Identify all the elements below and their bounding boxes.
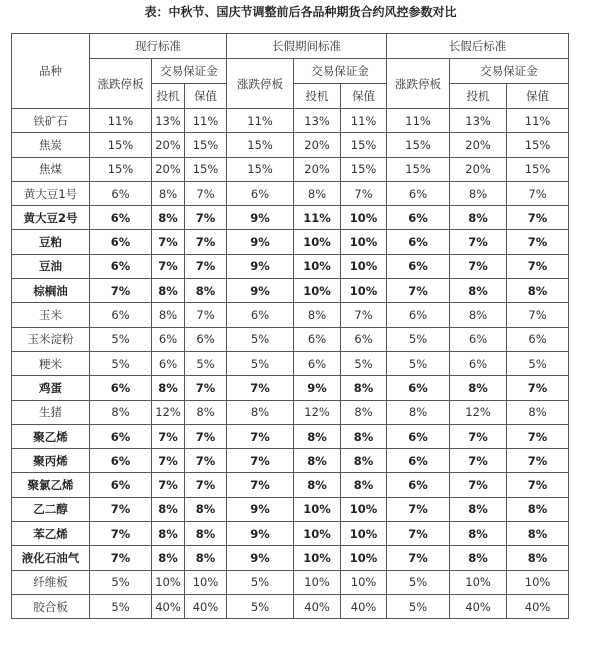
value-cell: 20%: [294, 133, 341, 157]
value-cell: 8%: [152, 376, 185, 400]
value-cell: 10%: [294, 230, 341, 254]
value-cell: 15%: [90, 157, 152, 181]
value-cell: 10%: [294, 254, 341, 278]
value-cell: 7%: [227, 424, 294, 448]
table-row: [12, 303, 569, 327]
value-cell: 20%: [294, 157, 341, 181]
value-cell: 7%: [450, 424, 507, 448]
value-cell: 6%: [294, 351, 341, 375]
table-row: [12, 473, 569, 497]
value-cell: 12%: [152, 400, 185, 424]
header-group-after: 长假后标准: [387, 34, 569, 59]
product-name-cell: 豆粕: [12, 230, 90, 254]
header-margin: 交易保证金: [294, 59, 387, 84]
value-cell: 10%: [294, 279, 341, 303]
value-cell: 15%: [507, 133, 569, 157]
value-cell: 8%: [227, 400, 294, 424]
value-cell: 10%: [341, 279, 387, 303]
product-name-cell: 焦煤: [12, 157, 90, 181]
value-cell: 40%: [341, 594, 387, 618]
header-group-holiday: 长假期间标准: [227, 34, 387, 59]
value-cell: 40%: [152, 594, 185, 618]
value-cell: 5%: [387, 351, 450, 375]
value-cell: 11%: [341, 109, 387, 133]
value-cell: 8%: [152, 522, 185, 546]
value-cell: 20%: [152, 133, 185, 157]
value-cell: 15%: [90, 133, 152, 157]
value-cell: 5%: [90, 570, 152, 594]
value-cell: 8%: [507, 497, 569, 521]
value-cell: 7%: [507, 206, 569, 230]
value-cell: 8%: [185, 279, 227, 303]
value-cell: 6%: [152, 327, 185, 351]
product-name-cell: 乙二醇: [12, 497, 90, 521]
product-name-cell: 生猪: [12, 400, 90, 424]
value-cell: 5%: [387, 327, 450, 351]
value-cell: 11%: [227, 109, 294, 133]
value-cell: 5%: [90, 594, 152, 618]
product-name-cell: 黄大豆1号: [12, 181, 90, 205]
value-cell: 15%: [341, 133, 387, 157]
table-row: [12, 594, 569, 618]
value-cell: 7%: [341, 303, 387, 327]
product-name-cell: 聚乙烯: [12, 424, 90, 448]
value-cell: 10%: [341, 546, 387, 570]
value-cell: 5%: [387, 570, 450, 594]
value-cell: 7%: [507, 473, 569, 497]
value-cell: 7%: [185, 254, 227, 278]
value-cell: 6%: [507, 327, 569, 351]
value-cell: 7%: [450, 473, 507, 497]
value-cell: 6%: [90, 181, 152, 205]
value-cell: 8%: [341, 400, 387, 424]
header-hedge: 保值: [507, 84, 569, 109]
value-cell: 7%: [450, 449, 507, 473]
value-cell: 8%: [450, 279, 507, 303]
value-cell: 15%: [185, 157, 227, 181]
value-cell: 9%: [227, 522, 294, 546]
value-cell: 8%: [341, 449, 387, 473]
table-row: [12, 497, 569, 521]
value-cell: 7%: [387, 279, 450, 303]
product-name-cell: 液化石油气: [12, 546, 90, 570]
header-product: 品种: [12, 34, 90, 109]
value-cell: 5%: [90, 351, 152, 375]
value-cell: 10%: [185, 570, 227, 594]
value-cell: 12%: [294, 400, 341, 424]
product-name-cell: 豆油: [12, 254, 90, 278]
product-name-cell: 棕榈油: [12, 279, 90, 303]
value-cell: 13%: [450, 109, 507, 133]
value-cell: 8%: [185, 546, 227, 570]
value-cell: 6%: [387, 181, 450, 205]
value-cell: 15%: [387, 157, 450, 181]
value-cell: 6%: [90, 254, 152, 278]
value-cell: 7%: [507, 230, 569, 254]
value-cell: 13%: [294, 109, 341, 133]
value-cell: 11%: [294, 206, 341, 230]
value-cell: 7%: [185, 424, 227, 448]
value-cell: 6%: [227, 303, 294, 327]
table-row: [12, 522, 569, 546]
table-row: [12, 157, 569, 181]
value-cell: 40%: [450, 594, 507, 618]
value-cell: 40%: [185, 594, 227, 618]
header-group-current: 现行标准: [90, 34, 227, 59]
table-row: [12, 133, 569, 157]
value-cell: 8%: [294, 181, 341, 205]
product-name-cell: 鸡蛋: [12, 376, 90, 400]
value-cell: 6%: [341, 327, 387, 351]
table-row: [12, 376, 569, 400]
value-cell: 11%: [507, 109, 569, 133]
table-row: [12, 351, 569, 375]
risk-parameter-table: [11, 33, 569, 619]
value-cell: 7%: [152, 230, 185, 254]
value-cell: 7%: [227, 473, 294, 497]
value-cell: 7%: [185, 181, 227, 205]
header-limit: 涨跌停板: [90, 59, 152, 109]
value-cell: 7%: [90, 522, 152, 546]
value-cell: 7%: [185, 376, 227, 400]
value-cell: 5%: [341, 351, 387, 375]
value-cell: 8%: [450, 497, 507, 521]
value-cell: 10%: [450, 570, 507, 594]
value-cell: 7%: [387, 522, 450, 546]
product-name-cell: 玉米: [12, 303, 90, 327]
table-row: [12, 546, 569, 570]
value-cell: 8%: [152, 497, 185, 521]
value-cell: 8%: [450, 546, 507, 570]
value-cell: 7%: [450, 254, 507, 278]
table-row: [12, 449, 569, 473]
value-cell: 6%: [387, 449, 450, 473]
value-cell: 6%: [152, 351, 185, 375]
table-caption: 表：中秋节、国庆节调整前后各品种期货合约风控参数对比: [144, 5, 457, 19]
value-cell: 7%: [90, 279, 152, 303]
value-cell: 15%: [387, 133, 450, 157]
value-cell: 6%: [450, 351, 507, 375]
table-row: [12, 230, 569, 254]
value-cell: 8%: [450, 522, 507, 546]
product-name-cell: 黄大豆2号: [12, 206, 90, 230]
value-cell: 10%: [152, 570, 185, 594]
table-row: [12, 400, 569, 424]
value-cell: 7%: [227, 449, 294, 473]
value-cell: 9%: [227, 206, 294, 230]
value-cell: 8%: [507, 400, 569, 424]
value-cell: 8%: [341, 376, 387, 400]
table-row: [12, 424, 569, 448]
value-cell: 20%: [450, 157, 507, 181]
value-cell: 8%: [507, 279, 569, 303]
value-cell: 5%: [227, 327, 294, 351]
value-cell: 9%: [227, 254, 294, 278]
value-cell: 8%: [450, 303, 507, 327]
value-cell: 6%: [90, 424, 152, 448]
header-hedge: 保值: [185, 84, 227, 109]
value-cell: 8%: [152, 546, 185, 570]
table-row: [12, 206, 569, 230]
value-cell: 8%: [450, 206, 507, 230]
value-cell: 6%: [387, 254, 450, 278]
value-cell: 7%: [507, 424, 569, 448]
value-cell: 10%: [294, 546, 341, 570]
value-cell: 10%: [341, 497, 387, 521]
value-cell: 8%: [507, 522, 569, 546]
value-cell: 7%: [387, 546, 450, 570]
value-cell: 20%: [152, 157, 185, 181]
header-speculation: 投机: [152, 84, 185, 109]
header-limit: 涨跌停板: [387, 59, 450, 109]
value-cell: 10%: [341, 570, 387, 594]
value-cell: 15%: [341, 157, 387, 181]
value-cell: 6%: [227, 181, 294, 205]
value-cell: 40%: [507, 594, 569, 618]
value-cell: 7%: [507, 181, 569, 205]
value-cell: 7%: [450, 230, 507, 254]
value-cell: 10%: [507, 570, 569, 594]
value-cell: 6%: [90, 449, 152, 473]
value-cell: 15%: [227, 133, 294, 157]
value-cell: 8%: [341, 473, 387, 497]
value-cell: 7%: [185, 230, 227, 254]
value-cell: 6%: [185, 327, 227, 351]
table-row: [12, 109, 569, 133]
product-name-cell: 铁矿石: [12, 109, 90, 133]
value-cell: 7%: [507, 303, 569, 327]
value-cell: 8%: [185, 497, 227, 521]
value-cell: 10%: [294, 497, 341, 521]
value-cell: 6%: [387, 230, 450, 254]
value-cell: 6%: [387, 303, 450, 327]
value-cell: 6%: [90, 303, 152, 327]
value-cell: 5%: [227, 570, 294, 594]
value-cell: 6%: [387, 376, 450, 400]
product-name-cell: 玉米淀粉: [12, 327, 90, 351]
value-cell: 7%: [227, 376, 294, 400]
value-cell: 8%: [152, 303, 185, 327]
value-cell: 6%: [90, 473, 152, 497]
table-row: [12, 279, 569, 303]
value-cell: 5%: [227, 594, 294, 618]
value-cell: 6%: [387, 206, 450, 230]
product-name-cell: 粳米: [12, 351, 90, 375]
value-cell: 6%: [294, 327, 341, 351]
value-cell: 7%: [90, 546, 152, 570]
value-cell: 11%: [185, 109, 227, 133]
value-cell: 7%: [185, 473, 227, 497]
value-cell: 7%: [387, 497, 450, 521]
value-cell: 7%: [507, 449, 569, 473]
value-cell: 7%: [507, 376, 569, 400]
header-hedge: 保值: [341, 84, 387, 109]
header-speculation: 投机: [450, 84, 507, 109]
value-cell: 6%: [387, 473, 450, 497]
value-cell: 9%: [227, 546, 294, 570]
value-cell: 7%: [152, 254, 185, 278]
value-cell: 7%: [185, 449, 227, 473]
table-row: [12, 327, 569, 351]
table-body: [12, 109, 569, 619]
value-cell: 6%: [90, 206, 152, 230]
value-cell: 9%: [294, 376, 341, 400]
value-cell: 15%: [507, 157, 569, 181]
value-cell: 8%: [152, 206, 185, 230]
value-cell: 8%: [294, 449, 341, 473]
value-cell: 8%: [507, 546, 569, 570]
value-cell: 6%: [387, 424, 450, 448]
value-cell: 8%: [185, 400, 227, 424]
header-limit: 涨跌停板: [227, 59, 294, 109]
value-cell: 5%: [387, 594, 450, 618]
value-cell: 8%: [450, 181, 507, 205]
value-cell: 9%: [227, 230, 294, 254]
product-name-cell: 纤维板: [12, 570, 90, 594]
header-margin: 交易保证金: [450, 59, 569, 84]
table-row: [12, 181, 569, 205]
value-cell: 6%: [90, 376, 152, 400]
value-cell: 8%: [294, 303, 341, 327]
value-cell: 10%: [341, 206, 387, 230]
value-cell: 5%: [90, 327, 152, 351]
value-cell: 7%: [152, 449, 185, 473]
value-cell: 10%: [341, 522, 387, 546]
product-name-cell: 聚丙烯: [12, 449, 90, 473]
value-cell: 10%: [341, 254, 387, 278]
value-cell: 10%: [294, 570, 341, 594]
value-cell: 7%: [90, 497, 152, 521]
value-cell: 7%: [152, 424, 185, 448]
value-cell: 7%: [341, 181, 387, 205]
value-cell: 8%: [294, 424, 341, 448]
value-cell: 8%: [90, 400, 152, 424]
value-cell: 8%: [152, 279, 185, 303]
value-cell: 8%: [294, 473, 341, 497]
value-cell: 10%: [341, 230, 387, 254]
value-cell: 13%: [152, 109, 185, 133]
table-row: [12, 570, 569, 594]
product-name-cell: 焦炭: [12, 133, 90, 157]
value-cell: 6%: [90, 230, 152, 254]
product-name-cell: 胶合板: [12, 594, 90, 618]
value-cell: 15%: [185, 133, 227, 157]
product-name-cell: 聚氯乙烯: [12, 473, 90, 497]
value-cell: 20%: [450, 133, 507, 157]
table-row: [12, 254, 569, 278]
value-cell: 6%: [450, 327, 507, 351]
value-cell: 9%: [227, 279, 294, 303]
value-cell: 9%: [227, 497, 294, 521]
value-cell: 40%: [294, 594, 341, 618]
header-margin: 交易保证金: [152, 59, 227, 84]
value-cell: 11%: [90, 109, 152, 133]
value-cell: 5%: [507, 351, 569, 375]
value-cell: 5%: [185, 351, 227, 375]
value-cell: 5%: [227, 351, 294, 375]
value-cell: 7%: [152, 473, 185, 497]
product-name-cell: 苯乙烯: [12, 522, 90, 546]
value-cell: 10%: [294, 522, 341, 546]
value-cell: 7%: [185, 303, 227, 327]
value-cell: 8%: [152, 181, 185, 205]
value-cell: 8%: [185, 522, 227, 546]
value-cell: 8%: [450, 376, 507, 400]
value-cell: 7%: [507, 254, 569, 278]
value-cell: 12%: [450, 400, 507, 424]
value-cell: 15%: [227, 157, 294, 181]
value-cell: 7%: [185, 206, 227, 230]
value-cell: 8%: [341, 424, 387, 448]
header-speculation: 投机: [294, 84, 341, 109]
value-cell: 8%: [387, 400, 450, 424]
value-cell: 11%: [387, 109, 450, 133]
